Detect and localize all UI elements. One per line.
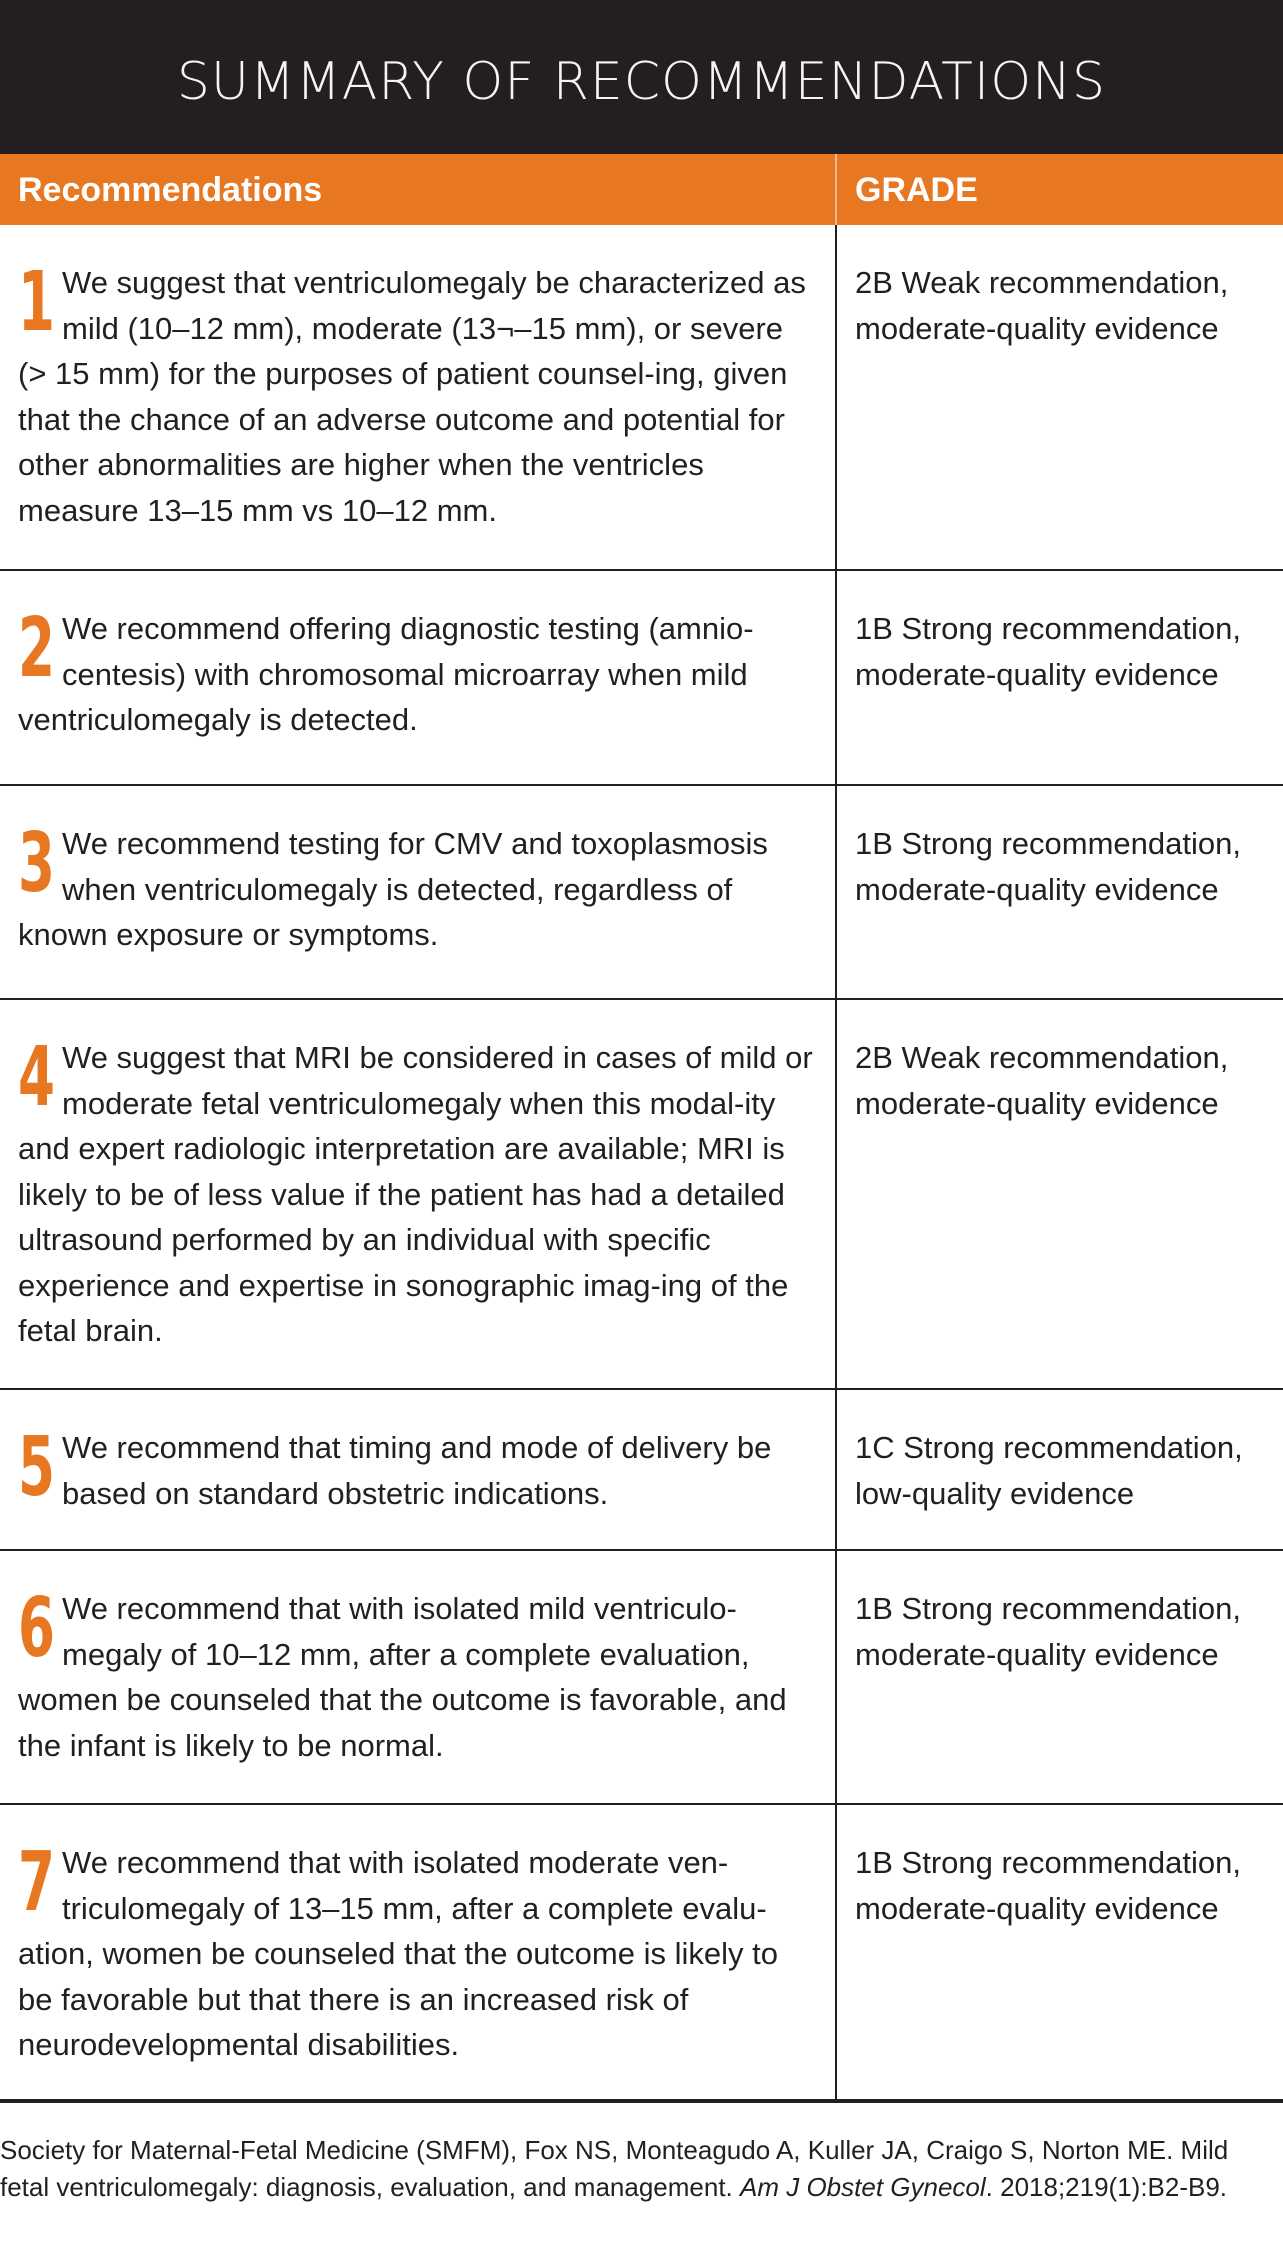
grade-text: 1B Strong recommendation, moderate-quality evidence bbox=[855, 826, 1241, 907]
citation bbox=[0, 2132, 1283, 2206]
header-divider bbox=[835, 154, 837, 225]
citation-suffix: . 2018;219(1):B2-B9. bbox=[985, 2172, 1228, 2202]
recommendation-text bbox=[18, 1420, 818, 1516]
recommendation-number: 6 bbox=[18, 1581, 55, 1676]
recommendation-number: 1 bbox=[18, 255, 55, 350]
citation-text: Society for Maternal-Fetal Medicine (SMFM), Fox NS, Monteagudo A, Kuller JA, Craigo S, Norton ME. Mild fetal ventriculomegaly: diagnosis, evaluation, and management. bbox=[0, 2135, 1229, 2202]
table-row bbox=[0, 1805, 1283, 2103]
grade-text: 1C Strong recommendation, low-quality evidence bbox=[855, 1430, 1243, 1511]
grade-text: 1B Strong recommendation, moderate-quality evidence bbox=[855, 1591, 1241, 1672]
recommendation-text bbox=[18, 255, 818, 533]
recommendation-number: 3 bbox=[18, 816, 55, 911]
recommendation-body: We recommend that with isolated mild ventriculo-megaly of 10–12 mm, after a complete evaluation, women be counseled that the outcome is favorable, and the infant is likely to be normal. bbox=[18, 1591, 787, 1763]
page-title: SUMMARY OF RECOMMENDATIONS bbox=[176, 52, 1107, 112]
table-row bbox=[0, 225, 1283, 571]
recommendation-body: We suggest that ventriculomegaly be characterized as mild (10–12 mm), moderate (13¬–15 mm), or severe (> 15 mm) for the purposes of patient counsel-ing, given that the chance of an adverse outcome and potential for other abnormalities are higher when the ventricles measure 13–15 mm vs 10–12 mm. bbox=[18, 265, 806, 528]
recommendation-body: We recommend that with isolated moderate ven-triculomegaly of 13–15 mm, after a complete evalu-ation, women be counseled that the outcome is likely to be favorable but that there is an increased risk of neurodevelopmental disabilities. bbox=[18, 1845, 778, 2062]
citation-journal: Am J Obstet Gynecol bbox=[740, 2172, 986, 2202]
recommendation-number: 4 bbox=[18, 1030, 55, 1125]
recommendation-body: We suggest that MRI be considered in cases of mild or moderate fetal ventriculomegaly when this modal-ity and expert radiologic interpretation are available; MRI is likely to be of less value if the patient has had a detailed ultrasound performed by an individual with specific experience and expertise in sonographic imag-ing of the fetal brain. bbox=[18, 1040, 813, 1348]
recommendation-text bbox=[18, 1581, 818, 1768]
table-row bbox=[0, 571, 1283, 786]
recommendation-body: We recommend offering diagnostic testing (amnio-centesis) with chromosomal microarray when mild ventriculomegaly is detected. bbox=[18, 611, 754, 737]
recommendation-text bbox=[18, 601, 818, 743]
table-row bbox=[0, 786, 1283, 1000]
title-bar bbox=[0, 0, 1283, 154]
recommendation-number: 2 bbox=[18, 601, 55, 696]
recommendation-body: We recommend that timing and mode of delivery be based on standard obstetric indications. bbox=[62, 1430, 772, 1511]
table-header bbox=[0, 154, 1283, 225]
table-row bbox=[0, 1551, 1283, 1805]
recommendation-body: We recommend testing for CMV and toxoplasmosis when ventriculomegaly is detected, regardless of known exposure or symptoms. bbox=[18, 826, 768, 952]
grade-text: 1B Strong recommendation, moderate-quality evidence bbox=[855, 1845, 1241, 1926]
recommendation-number: 5 bbox=[18, 1420, 55, 1515]
recommendation-text bbox=[18, 1835, 818, 2068]
table-row bbox=[0, 1390, 1283, 1551]
grade-text: 1B Strong recommendation, moderate-quality evidence bbox=[855, 611, 1241, 692]
recommendations-header: Recommendations bbox=[18, 171, 323, 209]
grade-text: 2B Weak recommendation, moderate-quality evidence bbox=[855, 265, 1229, 346]
recommendation-number: 7 bbox=[18, 1835, 55, 1930]
recommendation-text bbox=[18, 1030, 818, 1354]
recommendation-text bbox=[18, 816, 818, 958]
grade-text: 2B Weak recommendation, moderate-quality evidence bbox=[855, 1040, 1229, 1121]
grade-header: GRADE bbox=[855, 171, 978, 209]
table-row bbox=[0, 1000, 1283, 1390]
